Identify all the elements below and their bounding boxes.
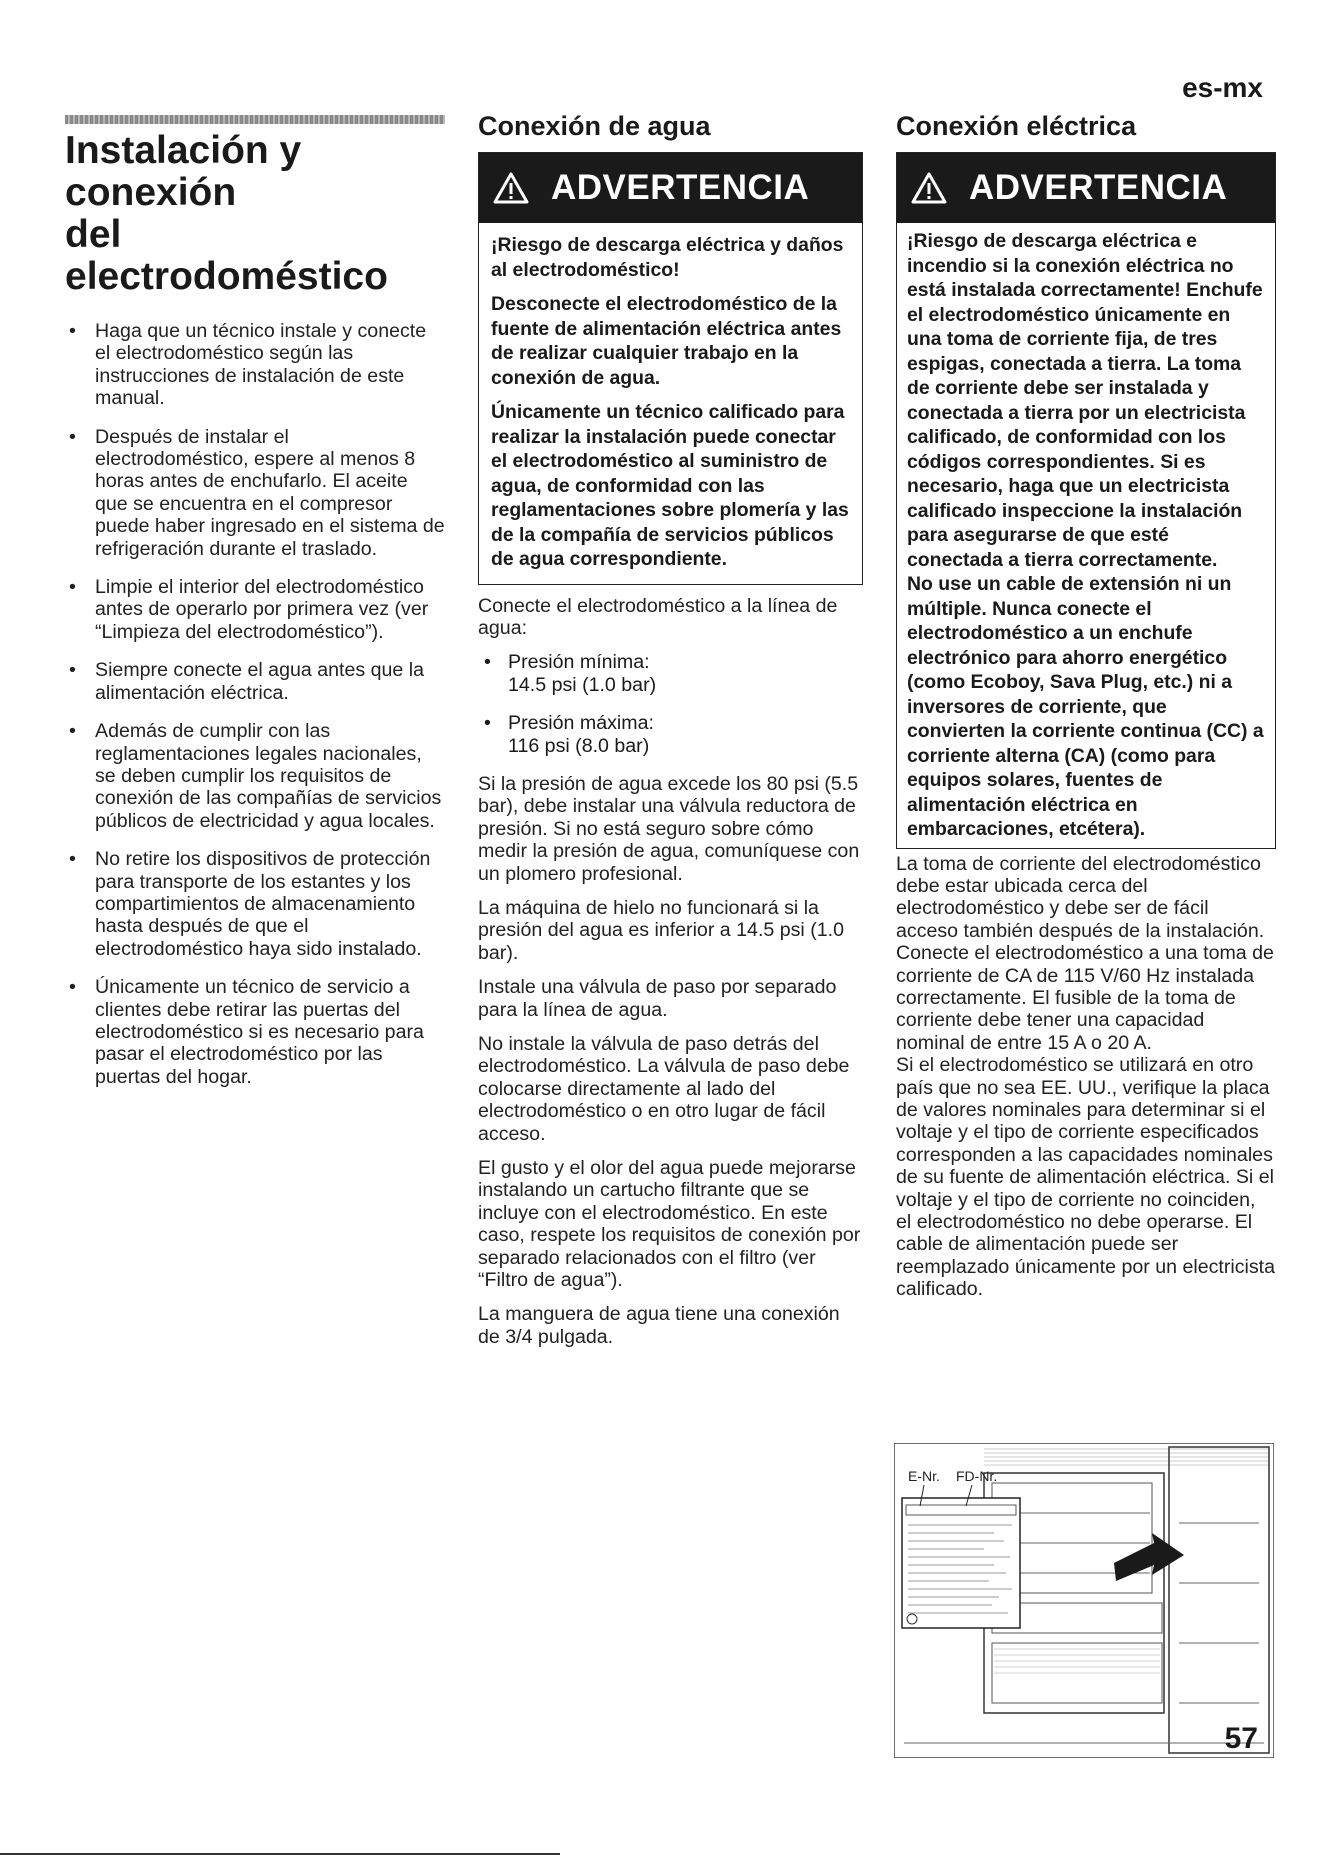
warning-text (897, 223, 1275, 848)
warning-paragraph: No use un cable de extensión ni un múltiple. Nunca conecte el electrodoméstico a un enchufe electrónico para ahorro energético (como Ecoboy, Sava Plug, etc.) ni a inversores de corriente, que convierten la corriente continua (CC) a corriente alterna (CA) (como para equipos solares, fuentes de alimentación eléctrica en embarcaciones, etcétera). (907, 573, 1264, 840)
list-item: • Haga que un técnico instale y conecte el electrodoméstico según las instrucciones de instalación de este manual. (69, 320, 427, 410)
warning-paragraph: Únicamente un técnico calificado para realizar la instalación puede conectar el electrodoméstico al suministro de agua, de conformidad con las reglamentaciones sobre plomería y las de la compañía de servicios públicos de agua correspondiente. (491, 401, 849, 570)
electrical-connection-column (896, 110, 1276, 1301)
installation-list (65, 320, 445, 1088)
installation-column (65, 115, 445, 1104)
paragraph: La manguera de agua tiene una conexión de 3/4 pulgada. (478, 1303, 840, 1348)
warning-label: ADVERTENCIA (551, 168, 810, 207)
page-title (65, 130, 445, 298)
paragraph: No instale la válvula de paso detrás del electrodoméstico. La válvula de paso debe colocarse directamente al lado del electrodoméstico o en otro lugar de fácil acceso. (478, 1033, 850, 1145)
paragraph: Si el electrodoméstico se utilizará en otro país que no sea EE. UU., verifique la placa de valores nominales para determinar si el voltaje y el tipo de corriente especificados corresponden a las capacidades nominales de su fuente de alimentación eléctrica. Si el voltaje y el tipo de corriente no coinciden, el electrodoméstico no debe operarse. El cable de alimentación puede ser reemplazado únicamente por un electricista calificado. (896, 1054, 1276, 1301)
warning-text (479, 223, 862, 584)
list-item: • Presión mínima: 14.5 psi (1.0 bar) (484, 651, 657, 696)
warning-paragraph: ¡Riesgo de descarga eléctrica e incendio si la conexión eléctrica no está instalada correctamente! Enchufe el electrodoméstico únicamente en una toma de corriente fija, de tres espigas, conectada a tierra. La toma de corriente debe ser instalada y conectada a tierra por un electricista calificado, de conformidad con los códigos correspondientes. Si es necesario, haga que un electricista calificado inspeccione la instalación para asegurarse de que esté conectada a tierra correctamente. (907, 230, 1263, 571)
fdnr-label: FD-Nr. (956, 1468, 998, 1484)
enr-label: E-Nr. (908, 1468, 940, 1484)
warning-header (479, 153, 862, 223)
list-item: • Presión máxima: 116 psi (8.0 bar) (484, 712, 654, 757)
paragraph: El gusto y el olor del agua puede mejorarse instalando un cartucho filtrante que se incluye con el electrodoméstico. En este caso, respete los requisitos de conexión por separado relacionados con el filtro (ver “Filtro de agua”). (478, 1157, 861, 1292)
warning-paragraph: ¡Riesgo de descarga eléctrica y daños al electrodoméstico! (491, 234, 844, 281)
rating-plate-illustration (894, 1443, 1274, 1758)
list-item: • Después de instalar el electrodoméstico, espere al menos 8 horas antes de enchufarlo. El aceite que se encuentra en el compresor puede haber ingresado en el sistema de refrigeración durante el traslado. (69, 425, 445, 560)
list-item: • Además de cumplir con las reglamentaciones legales nacionales, se deben cumplir los requisitos de conexión de las compañías de servicios públicos de electricidad y agua locales. (69, 720, 442, 832)
water-connection-heading: Conexión de agua (478, 111, 711, 141)
list-item: • Limpie el interior del electrodoméstico antes de operarlo por primera vez (ver “Limpieza del electrodoméstico”). (69, 576, 429, 643)
paragraph: Si la presión de agua excede los 80 psi (5.5 bar), debe instalar una válvula reductora de presión. Si no está seguro sobre cómo medir la presión de agua, comuníquese con un plomero profesional. (478, 772, 860, 885)
warning-triangle-icon (911, 172, 947, 204)
list-item: • Siempre conecte el agua antes que la alimentación eléctrica. (69, 659, 424, 704)
title-line-2: del electrodoméstico (65, 213, 388, 298)
electrical-warning-box (896, 152, 1276, 849)
page-number: 57 (1224, 1722, 1258, 1755)
water-warning-box (478, 152, 863, 585)
water-intro: Conecte el electrodoméstico a la línea de agua: (478, 594, 838, 639)
section-divider (65, 115, 445, 124)
warning-header (897, 153, 1275, 223)
title-line-1: Instalación y conexión (65, 129, 302, 214)
pressure-list (478, 651, 863, 757)
paragraph: Conecte el electrodoméstico a una toma de corriente de CA de 115 V/60 Hz instalada correctamente. El fusible de la toma de corriente debe tener una capacidad nominal de entre 15 A o 20 A. (896, 942, 1274, 1054)
electrical-connection-heading: Conexión eléctrica (896, 111, 1137, 141)
warning-label: ADVERTENCIA (969, 168, 1228, 207)
paragraph: Instale una válvula de paso por separado para la línea de agua. (478, 976, 837, 1021)
list-item: • No retire los dispositivos de protección para transporte de los estantes y los compartimientos de almacenamiento hasta después de que el electrodoméstico haya sido instalado. (69, 848, 431, 960)
paragraph: La máquina de hielo no funcionará si la presión del agua es inferior a 14.5 psi (1.0 bar). (478, 896, 844, 964)
language-tag: es-mx (1182, 72, 1263, 103)
water-connection-column (478, 110, 863, 1360)
warning-triangle-icon (493, 172, 529, 204)
paragraph: La toma de corriente del electrodoméstico debe estar ubicada cerca del electrodoméstico y debe ser de fácil acceso también después de la instalación. (896, 852, 1265, 942)
warning-paragraph: Desconecte el electrodoméstico de la fuente de alimentación eléctrica antes de realizar cualquier trabajo en la conexión de agua. (491, 293, 842, 389)
bottom-rule (0, 1853, 560, 1855)
list-item: • Únicamente un técnico de servicio a clientes debe retirar las puertas del electrodoméstico si es necesario para pasar el electrodoméstico por las puertas del hogar. (69, 976, 424, 1088)
